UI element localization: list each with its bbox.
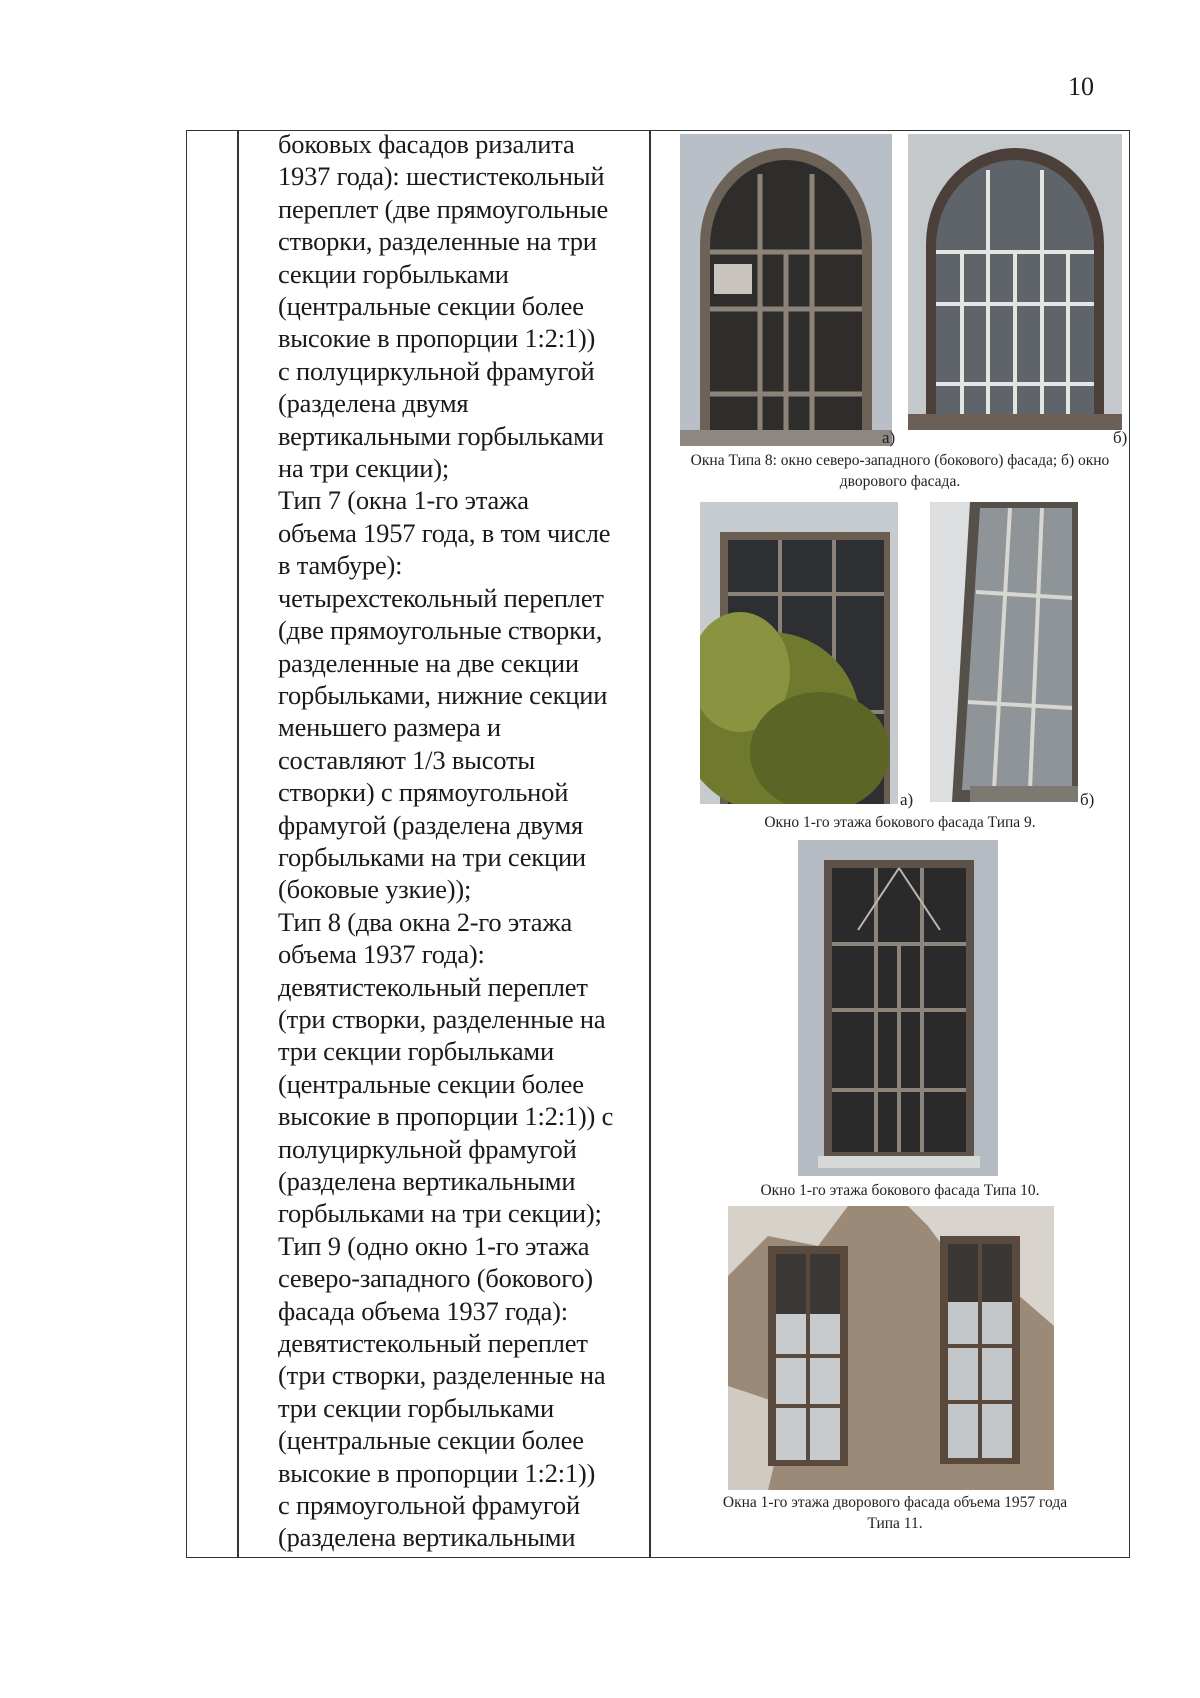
text-line: объема 1957 года, в том числе [278,517,611,548]
text-line: фасада объема 1937 года): [278,1295,568,1326]
text-line: секции горбыльками [278,258,509,289]
text-line: горбыльками на три секции [278,841,586,872]
text-line: объема 1937 года): [278,939,485,970]
text-line: разделенные на две секции [278,647,579,678]
photo-type9-b [930,502,1078,802]
text-line: высокие в пропорции 1:2:1)) [278,323,596,354]
text-line: переплет (две прямоугольные [278,193,609,224]
text-line: Тип 7 (окна 1-го этажа [278,485,529,516]
text-line: с полуциркульной фрамугой [278,355,595,386]
text-line: (две прямоугольные створки, [278,615,603,646]
text-line: северо-западного (бокового) [278,1263,593,1294]
figure2-label-b: б) [1080,790,1095,809]
text-line: высокие в пропорции 1:2:1)) [278,1457,596,1488]
text-line: (три створки, разделенные на [278,1360,606,1391]
text-line: с прямоугольной фрамугой [278,1490,580,1521]
text-line: (центральные секции более [278,1425,584,1456]
text-line: фрамугой (разделена двумя [278,809,584,840]
photo-type9-a [700,502,898,804]
photo-type8-b [908,134,1122,430]
figure2-caption: Окно 1-го этажа бокового фасада Типа 9. [764,814,1036,831]
figure3-caption: Окно 1-го этажа бокового фасада Типа 10. [760,1182,1040,1199]
text-line: (разделена вертикальными [278,1166,576,1196]
figure4-caption-line1: Окна 1-го этажа дворового фасада объема 1957 года [722,1494,1068,1511]
text-line: высокие в пропорции 1:2:1)) с [278,1101,614,1132]
text-line: меньшего размера и [278,712,501,743]
text-line: (разделена двумя [278,388,469,419]
text-line: боковых фасадов ризалита [278,129,575,159]
text-line: четырехстекольный переплет [278,582,604,613]
figure4-caption-line2: Типа 11. [867,1515,923,1532]
text-line: створки, разделенные на три [278,226,597,257]
text-line: на три секции); [278,453,449,484]
figure4-caption [660,1492,1130,1534]
text-line: в тамбуре): [278,550,403,581]
text-line: горбыльками на три секции); [278,1198,602,1229]
text-line: (три створки, разделенные на [278,1003,606,1034]
text-line: 1937 года): шестистекольный [278,161,605,192]
photo-type8-a [680,134,892,446]
text-line: (центральные секции более [278,291,584,322]
text-line: вертикальными горбыльками [278,420,604,451]
text-line: три секции горбыльками [278,1036,554,1067]
photo-type11 [728,1206,1054,1490]
page-number: 10 [1068,72,1094,101]
text-line: (боковые узкие)); [278,874,472,905]
column-divider [237,131,239,1557]
text-line: девятистекольный переплет [278,971,588,1002]
photo-type10 [798,840,998,1176]
text-line: Тип 8 (два окна 2-го этажа [278,906,573,937]
text-line: створки) с прямоугольной [278,777,569,808]
text-line: горбыльками, нижние секции [278,679,608,710]
text-line: составляют 1/3 высоты [278,744,535,775]
figure1-label-a: а) [882,428,896,447]
figure1-label-b: б) [1113,428,1128,447]
figure2-label-a: а) [900,790,914,809]
text-line: полуциркульной фрамугой [278,1133,577,1164]
figure1-caption: Окна Типа 8: окно северо-западного (бокового) фасада; б) окно дворового фасада. [690,452,1110,490]
body-text [278,128,658,1554]
text-line: Тип 9 (одно окно 1-го этажа [278,1230,590,1261]
text-line: (разделена вертикальными [278,1522,576,1553]
text-line: три секции горбыльками [278,1392,554,1423]
text-line: девятистекольный переплет [278,1328,588,1359]
text-line: (центральные секции более [278,1068,584,1099]
